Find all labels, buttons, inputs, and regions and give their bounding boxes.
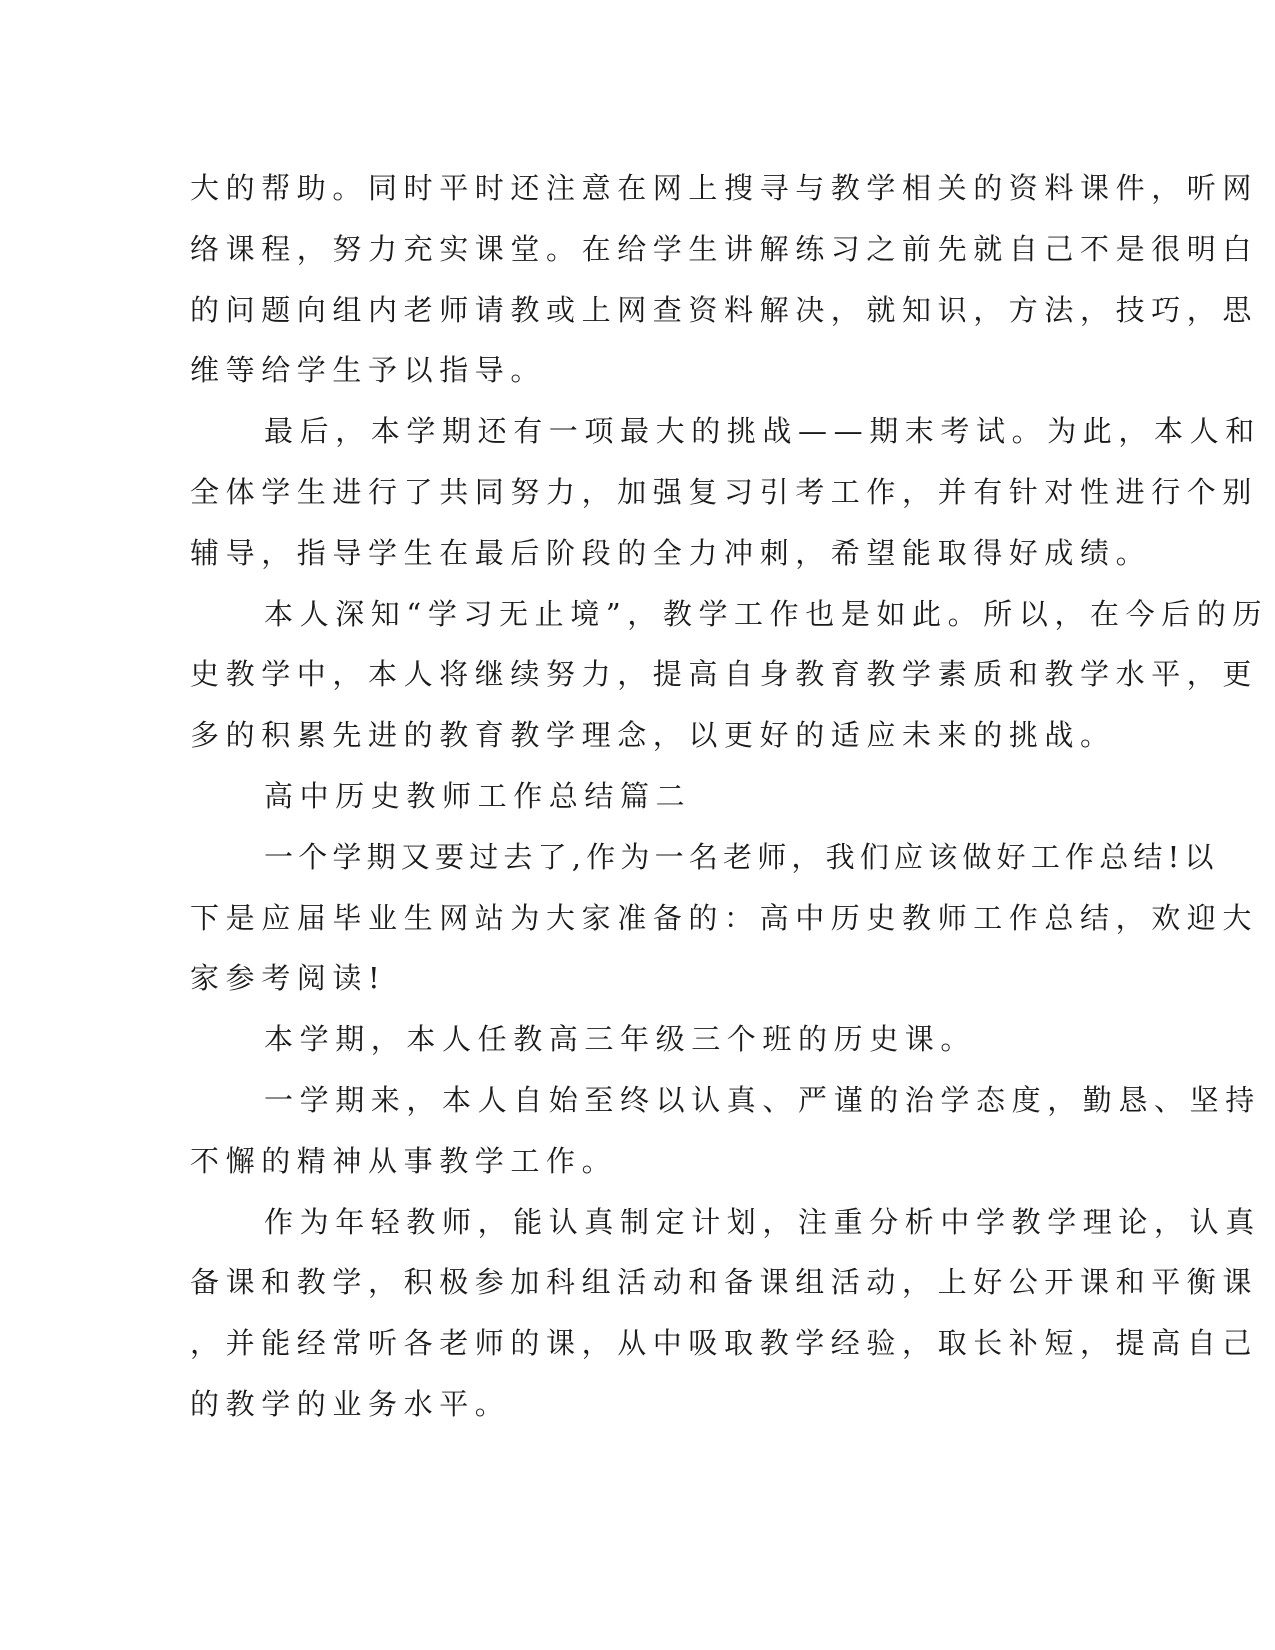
paragraph-first-line: 一个学期又要过去了,作为一名老师，我们应该做好工作总结!以: [264, 839, 1219, 874]
text-line: 家参考阅读!: [190, 961, 387, 996]
text-line: 不懈的精神从事教学工作。: [190, 1143, 618, 1178]
text-line: 络课程，努力充实课堂。在给学生讲解练习之前先就自己不是很明白: [190, 231, 1259, 266]
text-line: 下是应届毕业生网站为大家准备的：高中历史教师工作总结，欢迎大: [190, 900, 1259, 935]
text-line: ，并能经常听各老师的课，从中吸取教学经验，取长补短，提高自己: [190, 1326, 1259, 1361]
text-line: 大的帮助。同时平时还注意在网上搜寻与教学相关的资料课件，听网: [190, 171, 1259, 205]
text-line: 辅导，指导学生在最后阶段的全力冲刺，希望能取得好成绩。: [190, 535, 1152, 570]
paragraph-first-line: 本人深知“学习无止境”，教学工作也是如此。所以，在今后的历: [264, 596, 1269, 631]
paragraph-first-line: 最后，本学期还有一项最大的挑战——期末考试。为此，本人和: [264, 414, 1261, 449]
text-line: 的问题向组内老师请教或上网查资料解决，就知识，方法，技巧，思: [190, 292, 1259, 327]
text-line: 全体学生进行了共同努力，加强复习引考工作，并有针对性进行个别: [190, 474, 1259, 509]
paragraph-first-line: 一学期来，本人自始至终以认真、严谨的治学态度，勤恳、坚持: [264, 1082, 1261, 1117]
text-line: 备课和教学，积极参加科组活动和备课组活动，上好公开课和平衡课: [190, 1265, 1259, 1300]
document-body: [190, 158, 1269, 1435]
section-heading: 高中历史教师工作总结篇二: [264, 778, 692, 813]
text-line: 维等给学生予以指导。: [190, 353, 547, 388]
paragraph-first-line: 作为年轻教师，能认真制定计划，注重分析中学教学理论，认真: [264, 1204, 1261, 1239]
paragraph-first-line: 本学期，本人任教高三年级三个班的历史课。: [264, 1022, 977, 1057]
text-line: 的教学的业务水平。: [190, 1386, 511, 1421]
text-line: 史教学中，本人将继续努力，提高自身教育教学素质和教学水平，更: [190, 657, 1259, 692]
text-line: 多的积累先进的教育教学理念，以更好的适应未来的挑战。: [190, 718, 1116, 753]
